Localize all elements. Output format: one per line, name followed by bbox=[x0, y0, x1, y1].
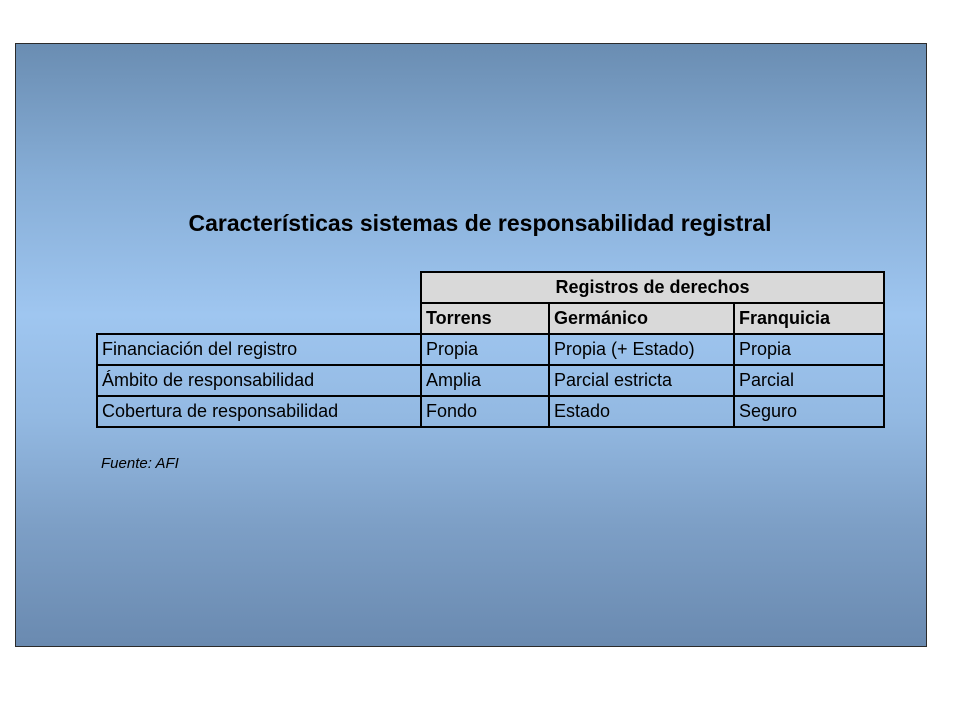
table-cell: Estado bbox=[549, 396, 734, 427]
blank-corner-cell bbox=[97, 272, 421, 303]
table-cell: Parcial estricta bbox=[549, 365, 734, 396]
table-cell: Propia bbox=[421, 334, 549, 365]
column-header-germanico: Germánico bbox=[549, 303, 734, 334]
source-note: Fuente: AFI bbox=[101, 455, 179, 472]
table-cell: Parcial bbox=[734, 365, 884, 396]
row-label: Cobertura de responsabilidad bbox=[97, 396, 421, 427]
row-label: Financiación del registro bbox=[97, 334, 421, 365]
column-header-row bbox=[97, 303, 884, 334]
table-cell: Amplia bbox=[421, 365, 549, 396]
table-cell: Seguro bbox=[734, 396, 884, 427]
column-header-franquicia: Franquicia bbox=[734, 303, 884, 334]
table-row bbox=[97, 365, 884, 396]
table-row bbox=[97, 396, 884, 427]
rights-table bbox=[96, 271, 885, 428]
slide-title: Características sistemas de responsabilidad registral bbox=[188, 210, 772, 236]
group-header-row bbox=[97, 272, 884, 303]
table-cell: Fondo bbox=[421, 396, 549, 427]
table-row bbox=[97, 334, 884, 365]
row-label: Ámbito de responsabilidad bbox=[97, 365, 421, 396]
column-header-torrens: Torrens bbox=[421, 303, 549, 334]
group-header-cell: Registros de derechos bbox=[421, 272, 884, 303]
table-cell: Propia (+ Estado) bbox=[549, 334, 734, 365]
blank-corner-cell bbox=[97, 303, 421, 334]
table-cell: Propia bbox=[734, 334, 884, 365]
